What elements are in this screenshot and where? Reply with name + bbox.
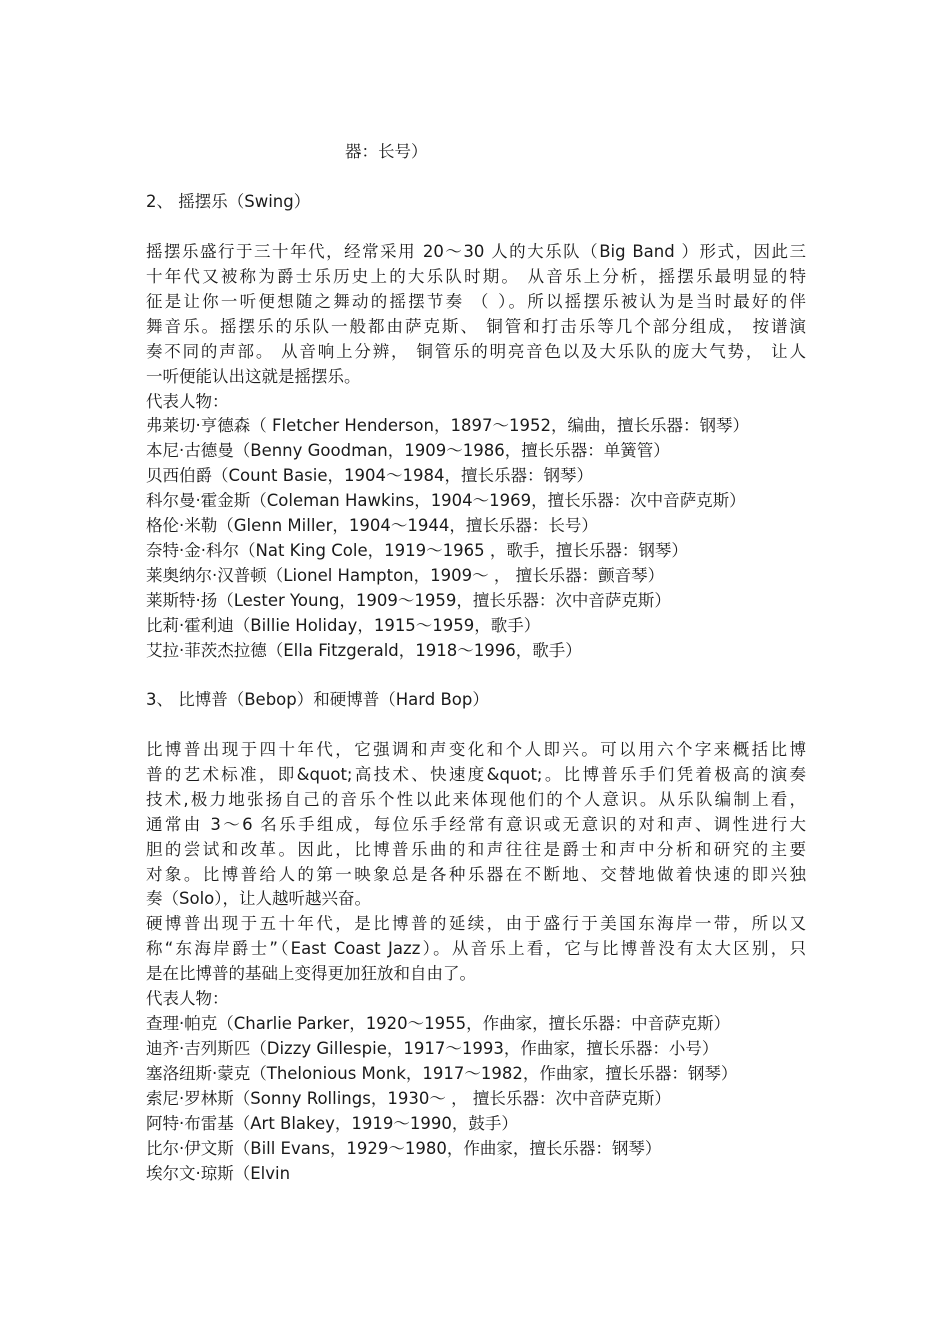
bebop-paragraph-line: 普的艺术标准，即&quot;高技术、快速度&quot;。比博普乐手们凭着极高的演奏	[146, 765, 806, 784]
bebop-paragraph-line: 胆的尝试和改革。因此，比博普乐曲的和声往往是爵士和声中分析和研究的主要	[146, 840, 806, 859]
bebop-person-entry: 迪齐·吉列斯匹（Dizzy Gillespie，1917～1993，作曲家，擅长乐器：小号）	[146, 1039, 719, 1058]
swing-person-entry: 弗莱切·亨德森（ Fletcher Henderson，1897～1952，编曲，擅长乐器：钢琴）	[146, 416, 749, 435]
bebop-person-entry: 埃尔文·琼斯（Elvin	[146, 1164, 291, 1183]
section-heading-bebop: 3、 比博普（Bebop）和硬博普（Hard Bop）	[146, 690, 489, 709]
swing-paragraph-line: 奏不同的声部。 从音响上分辨， 铜管乐的明亮音色以及大乐队的庞大气势， 让人	[146, 342, 806, 361]
bebop-person-entry: 阿特·布雷基（Art Blakey，1919～1990，鼓手）	[146, 1114, 518, 1133]
hardbop-paragraph-line: 称“东海岸爵士”（East Coast Jazz）。从音乐上看，它与比博普没有太大区别，只	[146, 939, 806, 958]
section-heading-swing: 2、 摇摆乐（Swing）	[146, 192, 311, 211]
bebop-paragraph-line: 奏（Solo），让人越听越兴奋。	[146, 889, 371, 908]
swing-paragraph-line: 一听便能认出这就是摇摆乐。	[146, 367, 361, 386]
bebop-paragraph-line: 比博普出现于四十年代，它强调和声变化和个人即兴。可以用六个字来概括比博	[146, 740, 806, 759]
swing-people-label: 代表人物：	[146, 392, 229, 411]
swing-person-entry: 奈特·金·科尔（Nat King Cole，1919～1965 ，歌手，擅长乐器：钢琴）	[146, 541, 688, 560]
bebop-paragraph-line: 通常由 3～6 名乐手组成，每位乐手经常有意识或无意识的对和声、调性进行大	[146, 815, 806, 834]
swing-person-entry: 艾拉·菲茨杰拉德（Ella Fitzgerald，1918～1996，歌手）	[146, 641, 582, 660]
bebop-person-entry: 索尼·罗林斯（Sonny Rollings，1930～ ， 擅长乐器：次中音萨克斯）	[146, 1089, 671, 1108]
swing-person-entry: 莱斯特·扬（Lester Young，1909～1959，擅长乐器：次中音萨克斯）	[146, 591, 671, 610]
swing-person-entry: 比莉·霍利迪（Billie Holiday，1915～1959，歌手）	[146, 616, 541, 635]
swing-person-entry: 莱奥纳尔·汉普顿（Lionel Hampton，1909～ ， 擅长乐器：颤音琴）	[146, 566, 665, 585]
swing-paragraph-line: 十年代又被称为爵士乐历史上的大乐队时期。 从音乐上分析，摇摆乐最明显的特	[146, 267, 806, 286]
swing-person-entry: 格伦·米勒（Glenn Miller，1904～1944，擅长乐器：长号）	[146, 516, 598, 535]
bebop-people-label: 代表人物：	[146, 989, 229, 1008]
bebop-person-entry: 查理·帕克（Charlie Parker，1920～1955，作曲家，擅长乐器：中音萨克斯）	[146, 1014, 731, 1033]
swing-paragraph-line: 摇摆乐盛行于三十年代，经常采用 20～30 人的大乐队（Big Band ）形式，因此三	[146, 242, 806, 261]
swing-person-entry: 本尼·古德曼（Benny Goodman，1909～1986，擅长乐器：单簧管）	[146, 441, 670, 460]
swing-paragraph-line: 征是让你一听便想随之舞动的摇摆节奏 （ ）。所以摇摆乐被认为是当时最好的伴	[146, 292, 806, 311]
swing-person-entry: 科尔曼·霍金斯（Coleman Hawkins，1904～1969，擅长乐器：次中音萨克斯）	[146, 491, 746, 510]
bebop-paragraph-line: 对象。比博普给人的第一映象总是各种乐器在不断地、交替地做着快速的即兴独	[146, 865, 806, 884]
hardbop-paragraph-line: 硬博普出现于五十年代，是比博普的延续，由于盛行于美国东海岸一带，所以又	[146, 914, 806, 933]
bebop-person-entry: 比尔·伊文斯（Bill Evans，1929～1980，作曲家，擅长乐器：钢琴）	[146, 1139, 662, 1158]
bebop-person-entry: 塞洛纽斯·蒙克（Thelonious Monk，1917～1982，作曲家，擅长乐器：钢琴）	[146, 1064, 738, 1083]
continuation-line: 器：长号）	[345, 142, 428, 161]
swing-paragraph-line: 舞音乐。摇摆乐的乐队一般都由萨克斯、 铜管和打击乐等几个部分组成， 按谱演	[146, 317, 806, 336]
swing-person-entry: 贝西伯爵（Count Basie，1904～1984，擅长乐器：钢琴）	[146, 466, 593, 485]
hardbop-paragraph-line: 是在比博普的基础上变得更加狂放和自由了。	[146, 964, 476, 983]
bebop-paragraph-line: 技术,极力地张扬自己的音乐个性以此来体现他们的个人意识。从乐队编制上看，	[146, 790, 806, 809]
